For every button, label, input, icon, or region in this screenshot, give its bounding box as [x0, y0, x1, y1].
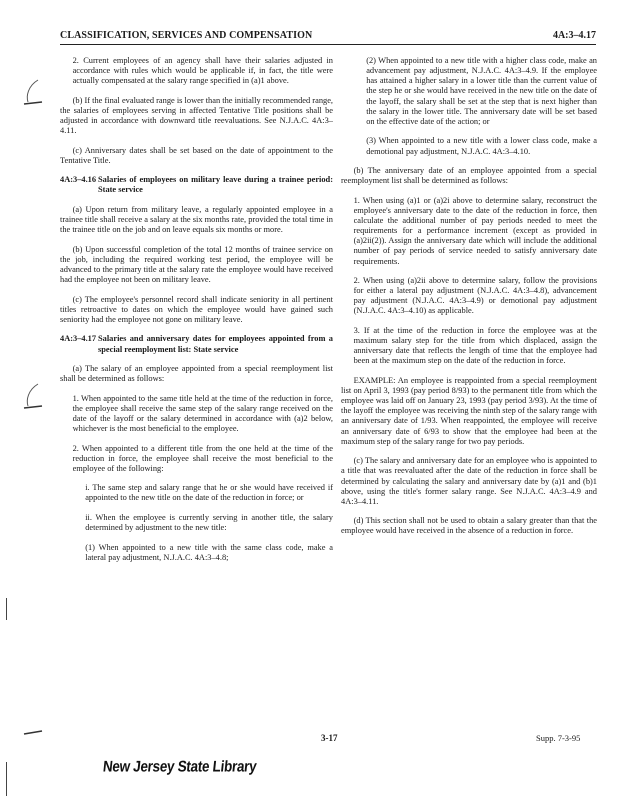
section-number: 4A:3–4.17 [60, 334, 97, 344]
paragraph: (c) Anniversary dates shall be set based on the date of appointment to the Tentative Title. [60, 145, 333, 165]
paragraph: 2. When using (a)2ii above to determine salary, follow the provisions for either a lateral pay adjustment (N.J.A.C. 4A:3–4.8), advancement pay adjustment (N.J.A.C. 4A:3–4.9) or demotional pay adjustment (N.J.A.C. 4A:3–4.10) as applicable. [353, 276, 597, 316]
paragraph: (c) The employee's personnel record shall indicate seniority in all pertinent titles retroactive to dates on which the employee would have gained such seniority had the employee not gone on military leave. [60, 294, 333, 324]
paragraph: (a) Upon return from military leave, a regularly appointed employee in a trainee title shall receive a salary at the six months rate, provided the total time in the trainee title on the job and on leave equals six months or more. [60, 204, 333, 235]
section-heading [60, 334, 333, 354]
section-title: Salaries of employees on military leave during a trainee period: State service [98, 175, 333, 195]
paragraph: (b) If the final evaluated range is lower than the initially recommended range, the salaries of employees serving in affected Tentative Title positions shall be adjusted in accordance with downward title reevaluations. See N.J.A.C. 4A:3–4.11. [60, 95, 333, 136]
paragraph: (2) When appointed to a new title with a higher class code, make an advancement pay adjustment, N.J.A.C. 4A:3–4.9. If the employee has attained a higher salary in a lower title than the current value of the step he or she would have received in the new title on the date of the layoff, the salary shall be set at the step that is next higher than the salary in the lower title. The anniversary date will be set based on the effective date of the action; or [366, 56, 597, 126]
scan-edge-mark [6, 762, 7, 796]
paragraph: 3. If at the time of the reduction in force the employee was at the maximum salary step for the title from which displaced, assign the anniversary date that reflects the length of time that the employee had been at the maximum step on the date of the reduction in force. [353, 325, 597, 366]
paragraph: EXAMPLE: An employee is reappointed from a special reemployment list on April 3, 1993 (pay period 8/93) to the permanent title from which the employee was laid off on January 23, 1993 (pay period 3/93). At the time of the layoff the employee was receiving the ninth step of the salary range with an anniversary date of 1/93. When reappointed, the employee will receive an anniversary date of 6/93 to show that the employee had been at the maximum step of the salary range for two pay periods. [341, 375, 597, 446]
paragraph: 1. When appointed to the same title held at the time of the reduction in force, the employee shall receive the same step of the salary range received on the date of the layoff or the salary determined in accordance with (a)2 below, whichever is the most beneficial to the employee. [72, 393, 333, 434]
paragraph: (1) When appointed to a new title with the same class code, make a lateral pay adjustment, N.J.A.C. 4A:3–4.8; [85, 542, 333, 562]
paragraph: 2. When appointed to a different title from the one held at the time of the reduction in force, the employee shall receive the most beneficial to the employee of the following: [72, 443, 333, 473]
scan-edge-mark [6, 598, 7, 620]
left-column [60, 56, 333, 572]
paragraph: (3) When appointed to a new title with a lower class code, make a demotional pay adjustment, N.J.A.C. 4A:3–4.10. [366, 136, 597, 156]
running-header [60, 30, 596, 45]
section-number: 4A:3–4.16 [60, 175, 97, 185]
paragraph: i. The same step and salary range that he or she would have received if appointed to the new title on the date of the reduction in force; or [85, 483, 333, 503]
supplement-date: Supp. 7-3-95 [536, 733, 581, 743]
margin-tick-icon [22, 726, 44, 738]
library-stamp: New Jersey State Library [102, 757, 258, 776]
paragraph: (b) Upon successful completion of the total 12 months of trainee service on the job, including the required working test period, the employee will be advanced to the primary title at the salary rate the employee would have received had the employee not been on military leave. [60, 244, 333, 285]
header-section-number: 4A:3–4.17 [552, 30, 596, 41]
paragraph: (b) The anniversary date of an employee appointed from a special reemployment list shall be determined as follows: [341, 166, 597, 186]
paragraph: (a) The salary of an employee appointed from a special reemployment list shall be determined as follows: [60, 364, 333, 384]
paragraph: (c) The salary and anniversary date for an employee who is appointed to a title that was reevaluated after the date of the reduction in force shall be determined by calculating the salary and anniversary date by (a)1 and (b)1 above, using the title's former salary range. See N.J.A.C. 4A:3–4.9 and 4A:3–4.11. [341, 456, 597, 506]
paragraph: 1. When using (a)1 or (a)2i above to determine salary, reconstruct the employee's anniversary date to the date of the reduction in force, then calculate the additional number of pay periods needed to meet the requirements for a performance increment (except as provided in (a)2ii(2)). Assign the anniversary date which will include the additional number of pay periods of service needed to satisfy anniversary date requirements. [353, 195, 597, 266]
paragraph: (d) This section shall not be used to obtain a salary greater than that the employee would have received in the absence of a reduction in force. [341, 516, 597, 536]
right-column [341, 56, 597, 546]
page-number: 3-17 [321, 733, 338, 743]
header-title: CLASSIFICATION, SERVICES AND COMPENSATION [60, 30, 313, 41]
section-title: Salaries and anniversary dates for employees appointed from a special reemployment list: State service [98, 334, 333, 354]
paragraph: 2. Current employees of an agency shall have their salaries adjusted in accordance with rules which would be applicable if, in fact, the title were actually compensated at the salary range specified in (a)1 above. [72, 56, 333, 86]
section-heading [60, 175, 333, 195]
paragraph: ii. When the employee is currently serving in another title, the salary determined by adjustment to the new title: [85, 512, 333, 533]
margin-bracket-icon [22, 382, 44, 412]
margin-bracket-icon [22, 78, 44, 108]
